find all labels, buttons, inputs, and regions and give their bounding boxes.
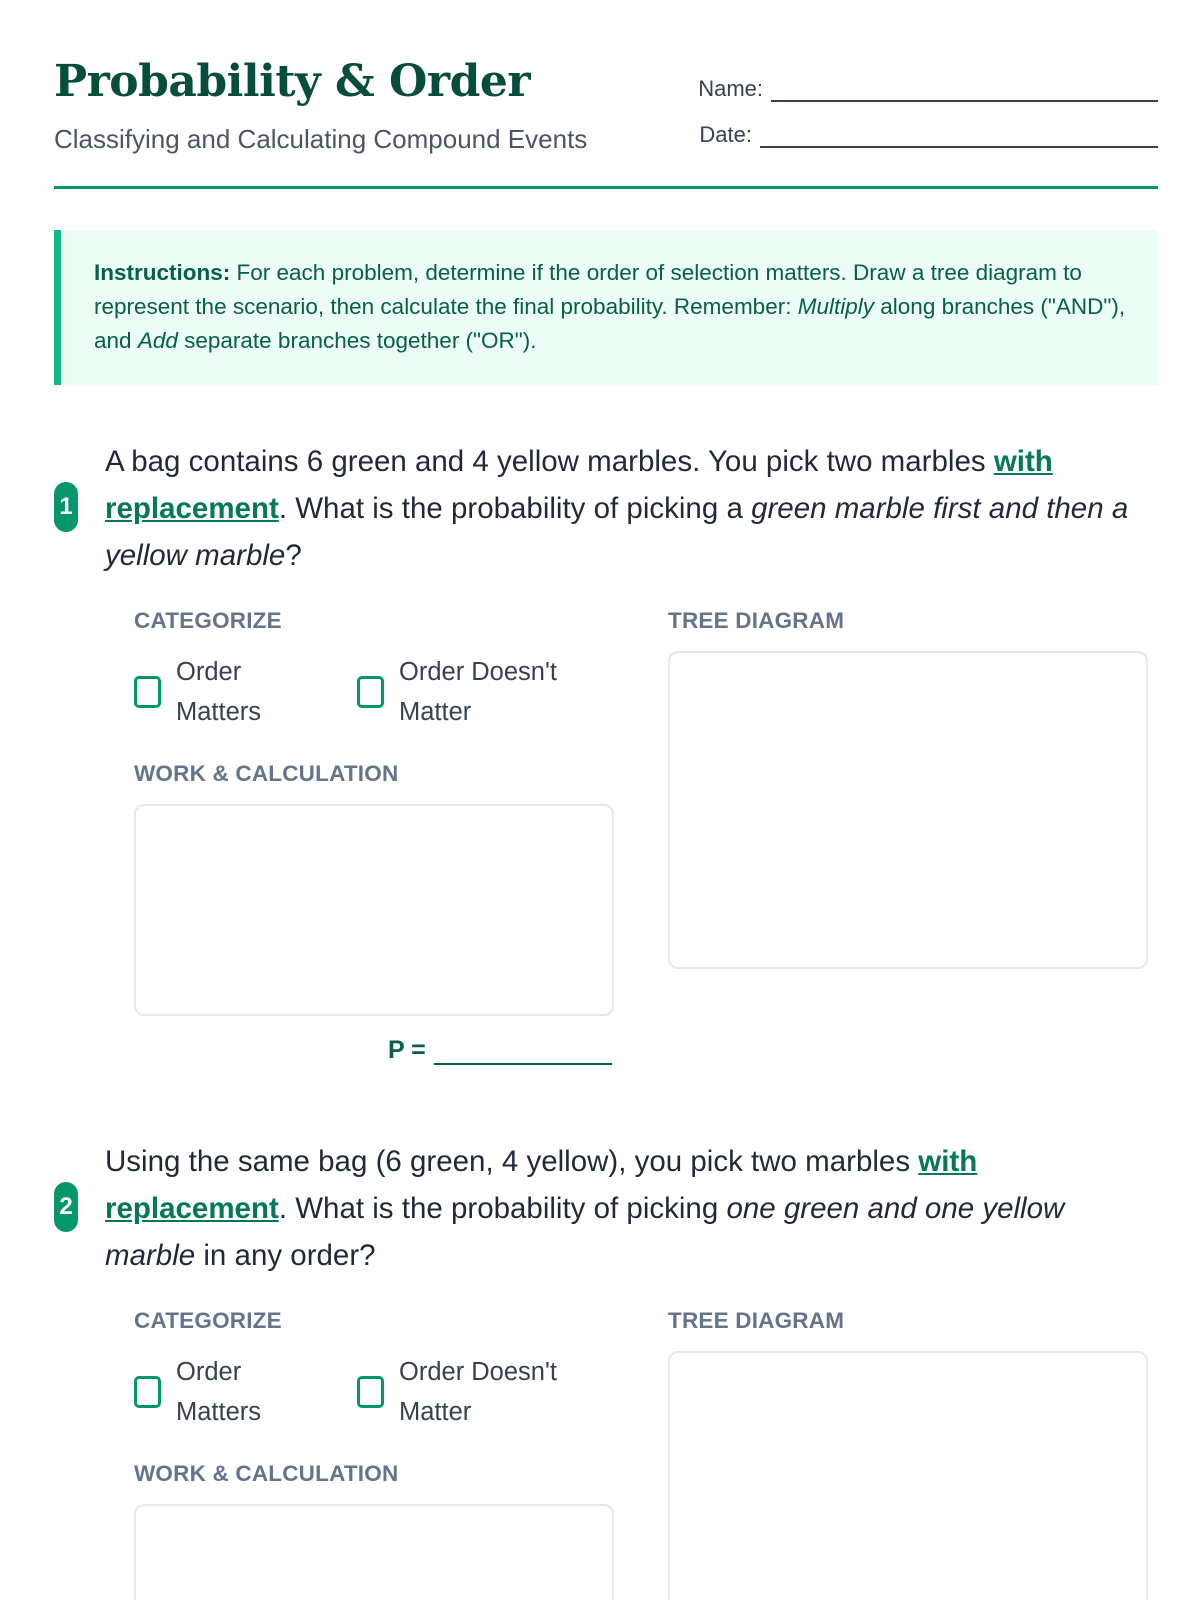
option-order-doesnt-matter[interactable] — [357, 652, 589, 732]
name-row — [688, 56, 1158, 102]
option-order-matters[interactable] — [134, 1352, 286, 1432]
date-row — [688, 102, 1158, 148]
work-area[interactable] — [134, 1504, 614, 1600]
problem-question — [105, 1138, 1155, 1279]
page-subtitle: Classifying and Calculating Compound Events — [54, 124, 588, 154]
tree-diagram-label: TREE DIAGRAM — [668, 1308, 845, 1333]
worksheet-header — [54, 50, 1158, 190]
checkbox[interactable] — [134, 676, 161, 708]
problem-question — [105, 438, 1155, 579]
checkbox[interactable] — [134, 1376, 161, 1408]
name-label: Name: — [698, 76, 763, 101]
question-text: Using the same bag (6 green, 4 yellow), you pick two marbles — [105, 1145, 911, 1178]
student-info — [688, 56, 1158, 148]
tree-diagram-label: TREE DIAGRAM — [668, 608, 845, 633]
problem-2 — [54, 1138, 1158, 1600]
option-label: Order Matters — [176, 658, 262, 726]
instructions-multiply: Multiply — [797, 294, 875, 319]
question-text: . What is the probability of picking a — [278, 492, 743, 525]
answer-label: P = — [388, 1036, 426, 1064]
problem-number-badge: 1 — [54, 482, 78, 532]
question-keyword: with replacement — [105, 445, 1053, 525]
date-label: Date: — [699, 122, 752, 147]
question-text: in any order? — [203, 1239, 376, 1272]
option-order-doesnt-matter[interactable] — [357, 1352, 589, 1432]
question-emphasis: green marble first and then a yellow marble — [105, 492, 1129, 572]
checkbox[interactable] — [357, 676, 384, 708]
option-label: Order Doesn't Matter — [399, 658, 557, 726]
instructions-add: Add — [137, 328, 178, 353]
instructions-text-1: For each problem, determine if the order of selection matters. Draw a tree diagram to represent the scenario, then calculate the final probability. Remember: — [94, 260, 1082, 319]
checkbox[interactable] — [357, 1376, 384, 1408]
tree-diagram-area[interactable] — [668, 1351, 1148, 1600]
work-label: WORK & CALCULATION — [134, 1461, 399, 1486]
question-text: . What is the probability of picking — [278, 1192, 719, 1225]
question-keyword: with replacement — [105, 1145, 978, 1225]
option-label: Order Doesn't Matter — [399, 1358, 557, 1426]
problem-number-badge: 2 — [54, 1182, 78, 1232]
option-order-matters[interactable] — [134, 652, 286, 732]
tree-diagram-area[interactable] — [668, 651, 1148, 969]
question-text: ? — [285, 539, 302, 572]
name-field[interactable] — [771, 84, 1158, 102]
option-label: Order Matters — [176, 1358, 262, 1426]
instructions-label: Instructions: — [94, 260, 231, 285]
categorize-label: CATEGORIZE — [134, 608, 282, 633]
answer-field[interactable] — [434, 1045, 612, 1065]
answer-line — [388, 1036, 612, 1065]
work-area[interactable] — [134, 804, 614, 1016]
categorize-label: CATEGORIZE — [134, 1308, 282, 1333]
instructions-text-2: along branches ("AND"), and — [94, 294, 1126, 353]
page-title: Probability & Order — [54, 56, 531, 107]
problem-1 — [54, 438, 1158, 1078]
date-field[interactable] — [760, 130, 1158, 148]
question-emphasis: one green and one yellow marble — [105, 1192, 1065, 1272]
header-divider — [54, 186, 1158, 189]
instructions-box — [54, 230, 1158, 385]
work-label: WORK & CALCULATION — [134, 761, 399, 786]
instructions-text-3: separate branches together ("OR"). — [184, 328, 537, 353]
question-text: A bag contains 6 green and 4 yellow marbles. You pick two marbles — [105, 445, 986, 478]
